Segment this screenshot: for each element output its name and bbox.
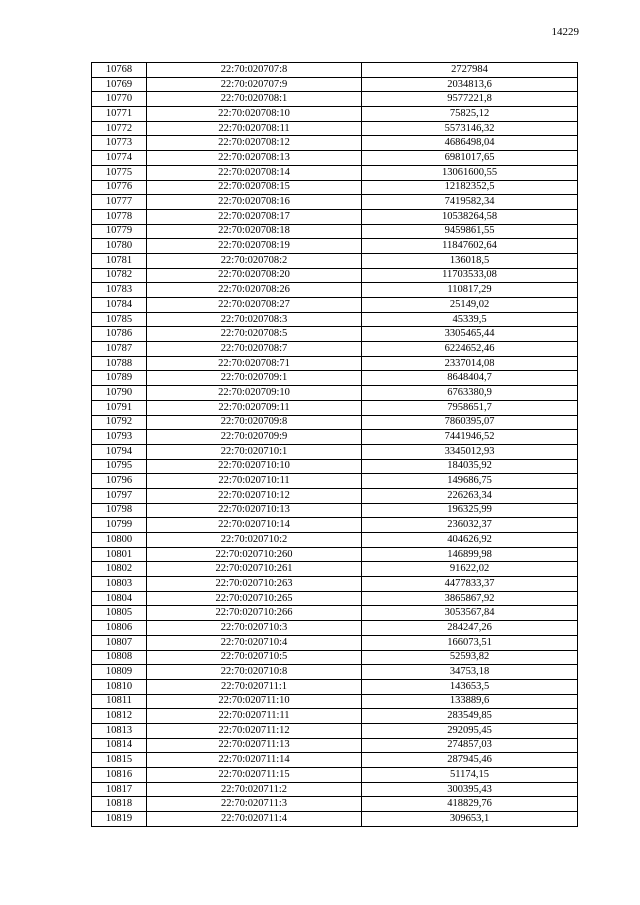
cadastral-value-cell: 11847602,64 — [362, 239, 578, 254]
table-row — [92, 577, 578, 592]
cadastral-number-cell: 22:70:020710:13 — [147, 503, 362, 518]
row-number-cell: 10794 — [92, 444, 147, 459]
cadastral-value-cell: 300395,43 — [362, 782, 578, 797]
cadastral-number-cell: 22:70:020710:2 — [147, 533, 362, 548]
cadastral-number-cell: 22:70:020711:12 — [147, 723, 362, 738]
cadastral-value-cell: 9459861,55 — [362, 224, 578, 239]
row-number-cell: 10769 — [92, 77, 147, 92]
row-number-cell: 10788 — [92, 356, 147, 371]
cadastral-value-cell: 309653,1 — [362, 812, 578, 827]
cadastral-value-cell: 404626,92 — [362, 533, 578, 548]
row-number-cell: 10810 — [92, 679, 147, 694]
cadastral-number-cell: 22:70:020711:4 — [147, 812, 362, 827]
table-row — [92, 591, 578, 606]
cadastral-number-cell: 22:70:020710:265 — [147, 591, 362, 606]
cadastral-value-cell: 9577221,8 — [362, 92, 578, 107]
table-row — [92, 136, 578, 151]
table-row — [92, 165, 578, 180]
row-number-cell: 10774 — [92, 151, 147, 166]
table-row — [92, 650, 578, 665]
cadastral-number-cell: 22:70:020710:261 — [147, 562, 362, 577]
table-row — [92, 547, 578, 562]
row-number-cell: 10772 — [92, 121, 147, 136]
cadastral-value-cell: 6981017,65 — [362, 151, 578, 166]
table-row — [92, 723, 578, 738]
table-row — [92, 635, 578, 650]
table-row — [92, 386, 578, 401]
cadastral-number-cell: 22:70:020708:14 — [147, 165, 362, 180]
cadastral-number-cell: 22:70:020709:9 — [147, 430, 362, 445]
cadastral-number-cell: 22:70:020708:7 — [147, 342, 362, 357]
cadastral-number-cell: 22:70:020708:10 — [147, 107, 362, 122]
row-number-cell: 10797 — [92, 488, 147, 503]
table-row — [92, 77, 578, 92]
table-row — [92, 415, 578, 430]
table-row — [92, 63, 578, 78]
cadastral-value-cell: 6763380,9 — [362, 386, 578, 401]
row-number-cell: 10806 — [92, 621, 147, 636]
row-number-cell: 10779 — [92, 224, 147, 239]
row-number-cell: 10800 — [92, 533, 147, 548]
cadastral-number-cell: 22:70:020709:1 — [147, 371, 362, 386]
table-row — [92, 121, 578, 136]
cadastral-value-cell: 52593,82 — [362, 650, 578, 665]
cadastral-value-cell: 3345012,93 — [362, 444, 578, 459]
row-number-cell: 10777 — [92, 195, 147, 210]
cadastral-number-cell: 22:70:020709:11 — [147, 400, 362, 415]
cadastral-value-cell: 418829,76 — [362, 797, 578, 812]
cadastral-number-cell: 22:70:020709:10 — [147, 386, 362, 401]
cadastral-value-cell: 10538264,58 — [362, 209, 578, 224]
table-row — [92, 533, 578, 548]
cadastral-value-cell: 91622,02 — [362, 562, 578, 577]
cadastral-number-cell: 22:70:020708:2 — [147, 253, 362, 268]
row-number-cell: 10803 — [92, 577, 147, 592]
cadastral-value-cell: 34753,18 — [362, 665, 578, 680]
table-row — [92, 195, 578, 210]
cadastral-number-cell: 22:70:020711:13 — [147, 738, 362, 753]
cadastral-number-cell: 22:70:020710:3 — [147, 621, 362, 636]
cadastral-value-cell: 184035,92 — [362, 459, 578, 474]
row-number-cell: 10790 — [92, 386, 147, 401]
cadastral-number-cell: 22:70:020708:27 — [147, 298, 362, 313]
table-row — [92, 444, 578, 459]
row-number-cell: 10809 — [92, 665, 147, 680]
table-row — [92, 268, 578, 283]
cadastral-number-cell: 22:70:020711:3 — [147, 797, 362, 812]
table-row — [92, 180, 578, 195]
cadastral-value-cell: 287945,46 — [362, 753, 578, 768]
cadastral-number-cell: 22:70:020708:71 — [147, 356, 362, 371]
table-row — [92, 621, 578, 636]
row-number-cell: 10814 — [92, 738, 147, 753]
row-number-cell: 10780 — [92, 239, 147, 254]
table-row — [92, 312, 578, 327]
cadastral-number-cell: 22:70:020708:11 — [147, 121, 362, 136]
row-number-cell: 10805 — [92, 606, 147, 621]
row-number-cell: 10796 — [92, 474, 147, 489]
cadastral-value-cell: 236032,37 — [362, 518, 578, 533]
row-number-cell: 10782 — [92, 268, 147, 283]
row-number-cell: 10775 — [92, 165, 147, 180]
cadastral-number-cell: 22:70:020708:5 — [147, 327, 362, 342]
cadastral-number-cell: 22:70:020711:11 — [147, 709, 362, 724]
cadastral-value-cell: 196325,99 — [362, 503, 578, 518]
table-row — [92, 253, 578, 268]
cadastral-value-cell: 136018,5 — [362, 253, 578, 268]
row-number-cell: 10793 — [92, 430, 147, 445]
row-number-cell: 10801 — [92, 547, 147, 562]
table-row — [92, 400, 578, 415]
cadastral-value-cell: 3053567,84 — [362, 606, 578, 621]
cadastral-number-cell: 22:70:020710:266 — [147, 606, 362, 621]
cadastral-value-cell: 13061600,55 — [362, 165, 578, 180]
cadastral-value-cell: 7419582,34 — [362, 195, 578, 210]
cadastral-number-cell: 22:70:020711:2 — [147, 782, 362, 797]
cadastral-value-cell: 284247,26 — [362, 621, 578, 636]
cadastral-number-cell: 22:70:020708:12 — [147, 136, 362, 151]
cadastral-value-cell: 2337014,08 — [362, 356, 578, 371]
cadastral-value-cell: 166073,51 — [362, 635, 578, 650]
table-row — [92, 562, 578, 577]
cadastral-number-cell: 22:70:020710:11 — [147, 474, 362, 489]
row-number-cell: 10773 — [92, 136, 147, 151]
table-row — [92, 283, 578, 298]
table-row — [92, 488, 578, 503]
table-row — [92, 459, 578, 474]
row-number-cell: 10802 — [92, 562, 147, 577]
row-number-cell: 10798 — [92, 503, 147, 518]
row-number-cell: 10770 — [92, 92, 147, 107]
row-number-cell: 10795 — [92, 459, 147, 474]
cadastral-value-cell: 7860395,07 — [362, 415, 578, 430]
cadastral-number-cell: 22:70:020708:18 — [147, 224, 362, 239]
row-number-cell: 10771 — [92, 107, 147, 122]
cadastral-value-cell: 2727984 — [362, 63, 578, 78]
cadastral-value-cell: 7958651,7 — [362, 400, 578, 415]
row-number-cell: 10819 — [92, 812, 147, 827]
cadastral-number-cell: 22:70:020710:12 — [147, 488, 362, 503]
row-number-cell: 10786 — [92, 327, 147, 342]
cadastral-number-cell: 22:70:020710:260 — [147, 547, 362, 562]
cadastral-value-cell: 110817,29 — [362, 283, 578, 298]
cadastral-number-cell: 22:70:020707:9 — [147, 77, 362, 92]
row-number-cell: 10799 — [92, 518, 147, 533]
row-number-cell: 10785 — [92, 312, 147, 327]
table-row — [92, 518, 578, 533]
row-number-cell: 10768 — [92, 63, 147, 78]
table-row — [92, 768, 578, 783]
page-number: 14229 — [551, 26, 579, 38]
row-number-cell: 10783 — [92, 283, 147, 298]
cadastral-value-cell: 146899,98 — [362, 547, 578, 562]
table-row — [92, 92, 578, 107]
cadastral-value-cell: 4477833,37 — [362, 577, 578, 592]
table-row — [92, 679, 578, 694]
table-row — [92, 503, 578, 518]
table-row — [92, 606, 578, 621]
table-row — [92, 151, 578, 166]
cadastral-value-cell: 3305465,44 — [362, 327, 578, 342]
table-row — [92, 797, 578, 812]
cadastral-number-cell: 22:70:020708:3 — [147, 312, 362, 327]
table-row — [92, 694, 578, 709]
table-row — [92, 430, 578, 445]
table-row — [92, 812, 578, 827]
cadastral-number-cell: 22:70:020708:16 — [147, 195, 362, 210]
cadastral-number-cell: 22:70:020711:1 — [147, 679, 362, 694]
cadastral-value-cell: 283549,85 — [362, 709, 578, 724]
row-number-cell: 10776 — [92, 180, 147, 195]
table-row — [92, 107, 578, 122]
row-number-cell: 10817 — [92, 782, 147, 797]
row-number-cell: 10815 — [92, 753, 147, 768]
row-number-cell: 10818 — [92, 797, 147, 812]
cadastral-value-cell: 226263,34 — [362, 488, 578, 503]
table-row — [92, 371, 578, 386]
row-number-cell: 10781 — [92, 253, 147, 268]
cadastral-number-cell: 22:70:020710:8 — [147, 665, 362, 680]
table-row — [92, 209, 578, 224]
cadastral-value-cell: 3865867,92 — [362, 591, 578, 606]
table-row — [92, 782, 578, 797]
table-row — [92, 342, 578, 357]
row-number-cell: 10804 — [92, 591, 147, 606]
cadastral-value-cell: 149686,75 — [362, 474, 578, 489]
row-number-cell: 10807 — [92, 635, 147, 650]
cadastral-number-cell: 22:70:020710:263 — [147, 577, 362, 592]
row-number-cell: 10808 — [92, 650, 147, 665]
cadastral-value-cell: 133889,6 — [362, 694, 578, 709]
table-row — [92, 224, 578, 239]
cadastral-value-cell: 45339,5 — [362, 312, 578, 327]
cadastral-value-cell: 12182352,5 — [362, 180, 578, 195]
table-row — [92, 738, 578, 753]
cadastral-number-cell: 22:70:020708:13 — [147, 151, 362, 166]
cadastral-number-cell: 22:70:020708:17 — [147, 209, 362, 224]
cadastral-value-cell: 292095,45 — [362, 723, 578, 738]
row-number-cell: 10816 — [92, 768, 147, 783]
cadastral-number-cell: 22:70:020709:8 — [147, 415, 362, 430]
cadastral-number-cell: 22:70:020711:10 — [147, 694, 362, 709]
cadastral-value-cell: 4686498,04 — [362, 136, 578, 151]
cadastral-number-cell: 22:70:020707:8 — [147, 63, 362, 78]
cadastral-value-cell: 274857,03 — [362, 738, 578, 753]
cadastral-value-cell: 6224652,46 — [362, 342, 578, 357]
table-row — [92, 239, 578, 254]
table-row — [92, 298, 578, 313]
table-row — [92, 665, 578, 680]
table-row — [92, 474, 578, 489]
cadastral-value-cell: 8648404,7 — [362, 371, 578, 386]
cadastral-value-cell: 25149,02 — [362, 298, 578, 313]
cadastral-number-cell: 22:70:020711:14 — [147, 753, 362, 768]
cadastral-value-cell: 5573146,32 — [362, 121, 578, 136]
table-body — [92, 63, 578, 827]
cadastral-number-cell: 22:70:020708:26 — [147, 283, 362, 298]
table-row — [92, 356, 578, 371]
cadastral-number-cell: 22:70:020711:15 — [147, 768, 362, 783]
row-number-cell: 10784 — [92, 298, 147, 313]
cadastral-number-cell: 22:70:020708:20 — [147, 268, 362, 283]
row-number-cell: 10791 — [92, 400, 147, 415]
cadastral-value-cell: 143653,5 — [362, 679, 578, 694]
table-row — [92, 753, 578, 768]
row-number-cell: 10792 — [92, 415, 147, 430]
row-number-cell: 10789 — [92, 371, 147, 386]
cadastral-value-table — [91, 62, 578, 827]
cadastral-number-cell: 22:70:020710:5 — [147, 650, 362, 665]
cadastral-number-cell: 22:70:020710:10 — [147, 459, 362, 474]
row-number-cell: 10787 — [92, 342, 147, 357]
cadastral-value-cell: 51174,15 — [362, 768, 578, 783]
cadastral-value-cell: 11703533,08 — [362, 268, 578, 283]
table-row — [92, 327, 578, 342]
row-number-cell: 10778 — [92, 209, 147, 224]
cadastral-value-cell: 2034813,6 — [362, 77, 578, 92]
row-number-cell: 10813 — [92, 723, 147, 738]
table-row — [92, 709, 578, 724]
cadastral-number-cell: 22:70:020710:14 — [147, 518, 362, 533]
cadastral-number-cell: 22:70:020708:15 — [147, 180, 362, 195]
row-number-cell: 10811 — [92, 694, 147, 709]
cadastral-value-cell: 7441946,52 — [362, 430, 578, 445]
cadastral-value-cell: 75825,12 — [362, 107, 578, 122]
cadastral-number-cell: 22:70:020708:1 — [147, 92, 362, 107]
row-number-cell: 10812 — [92, 709, 147, 724]
cadastral-number-cell: 22:70:020710:4 — [147, 635, 362, 650]
cadastral-number-cell: 22:70:020708:19 — [147, 239, 362, 254]
cadastral-number-cell: 22:70:020710:1 — [147, 444, 362, 459]
